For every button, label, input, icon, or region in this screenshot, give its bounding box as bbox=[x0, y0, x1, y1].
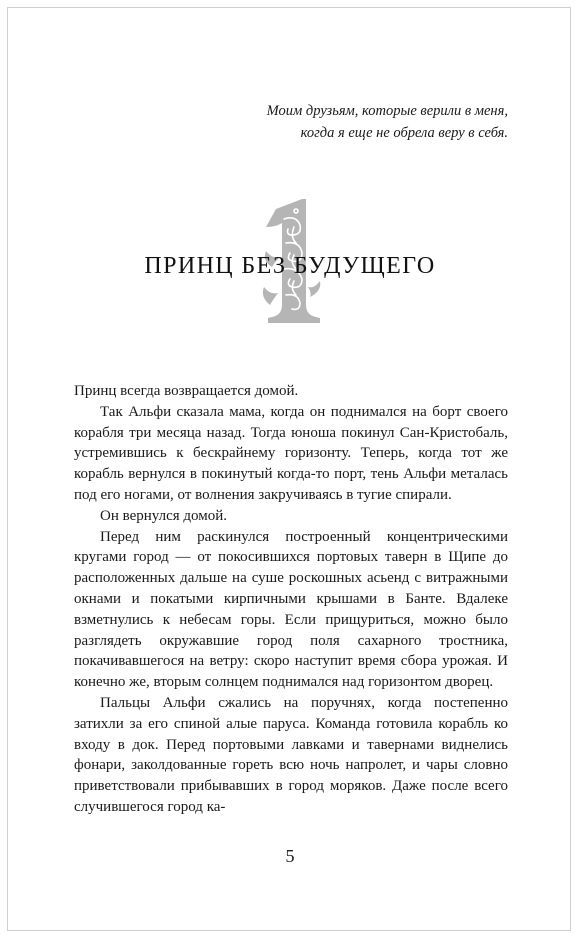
epigraph-line-2: когда я еще не обрела веру в себя. bbox=[300, 125, 508, 141]
chapter-title: ПРИНЦ БЕЗ БУДУЩЕГО bbox=[144, 253, 436, 279]
chapter-body-text bbox=[74, 381, 508, 818]
paragraph-3: Он вернулся домой. bbox=[100, 507, 228, 524]
epigraph bbox=[208, 100, 508, 144]
paragraph-4: Перед ним раскинулся построенный концентрическими кругами город — от покосившихся портовых таверн в Щипе до расположенных дальше на суше роскошных асьенд с витражными окнами и покатыми кирпичными крышами в Банте. Вдалеке взметнулись к небесам горы. Если прищуриться, можно было разглядеть окружавшие город поля сахарного тростника, покачивавшегося на ветру: скоро наступит время сбора урожая. И конечно же, вторым солнцем поднимался над горизонтом дворец. bbox=[74, 528, 508, 691]
paragraph-1: Принц всегда возвращается домой. bbox=[74, 383, 299, 399]
book-page bbox=[7, 7, 571, 931]
page-number: 5 bbox=[285, 846, 295, 866]
chapter-heading bbox=[8, 193, 572, 343]
paragraph-5: Пальцы Альфи сжались на поручнях, когда постепенно затихли за его спиной алые паруса. Команда готовила корабль ко входу в док. Перед портовыми лавками и тавернами виднелись фонари, заколдованные гореть всю ночь напролет, и чары словно приветствовали прибывавших в город моряков. Даже после всего случившегося город ка- bbox=[74, 694, 508, 815]
epigraph-line-1: Моим друзьям, которые верили в меня, bbox=[266, 103, 508, 119]
paragraph-2: Так Альфи сказала мама, когда он поднимался на борт своего корабля три месяца назад. Тогда юноша покинул Сан-Кристобаль, устремившись к бескрайнему горизонту. Теперь, когда тот же корабль вернулся в покинутый когда-то порт, тень Альфи металась под его ногами, от волнения закручиваясь в тугие спирали. bbox=[74, 403, 508, 503]
